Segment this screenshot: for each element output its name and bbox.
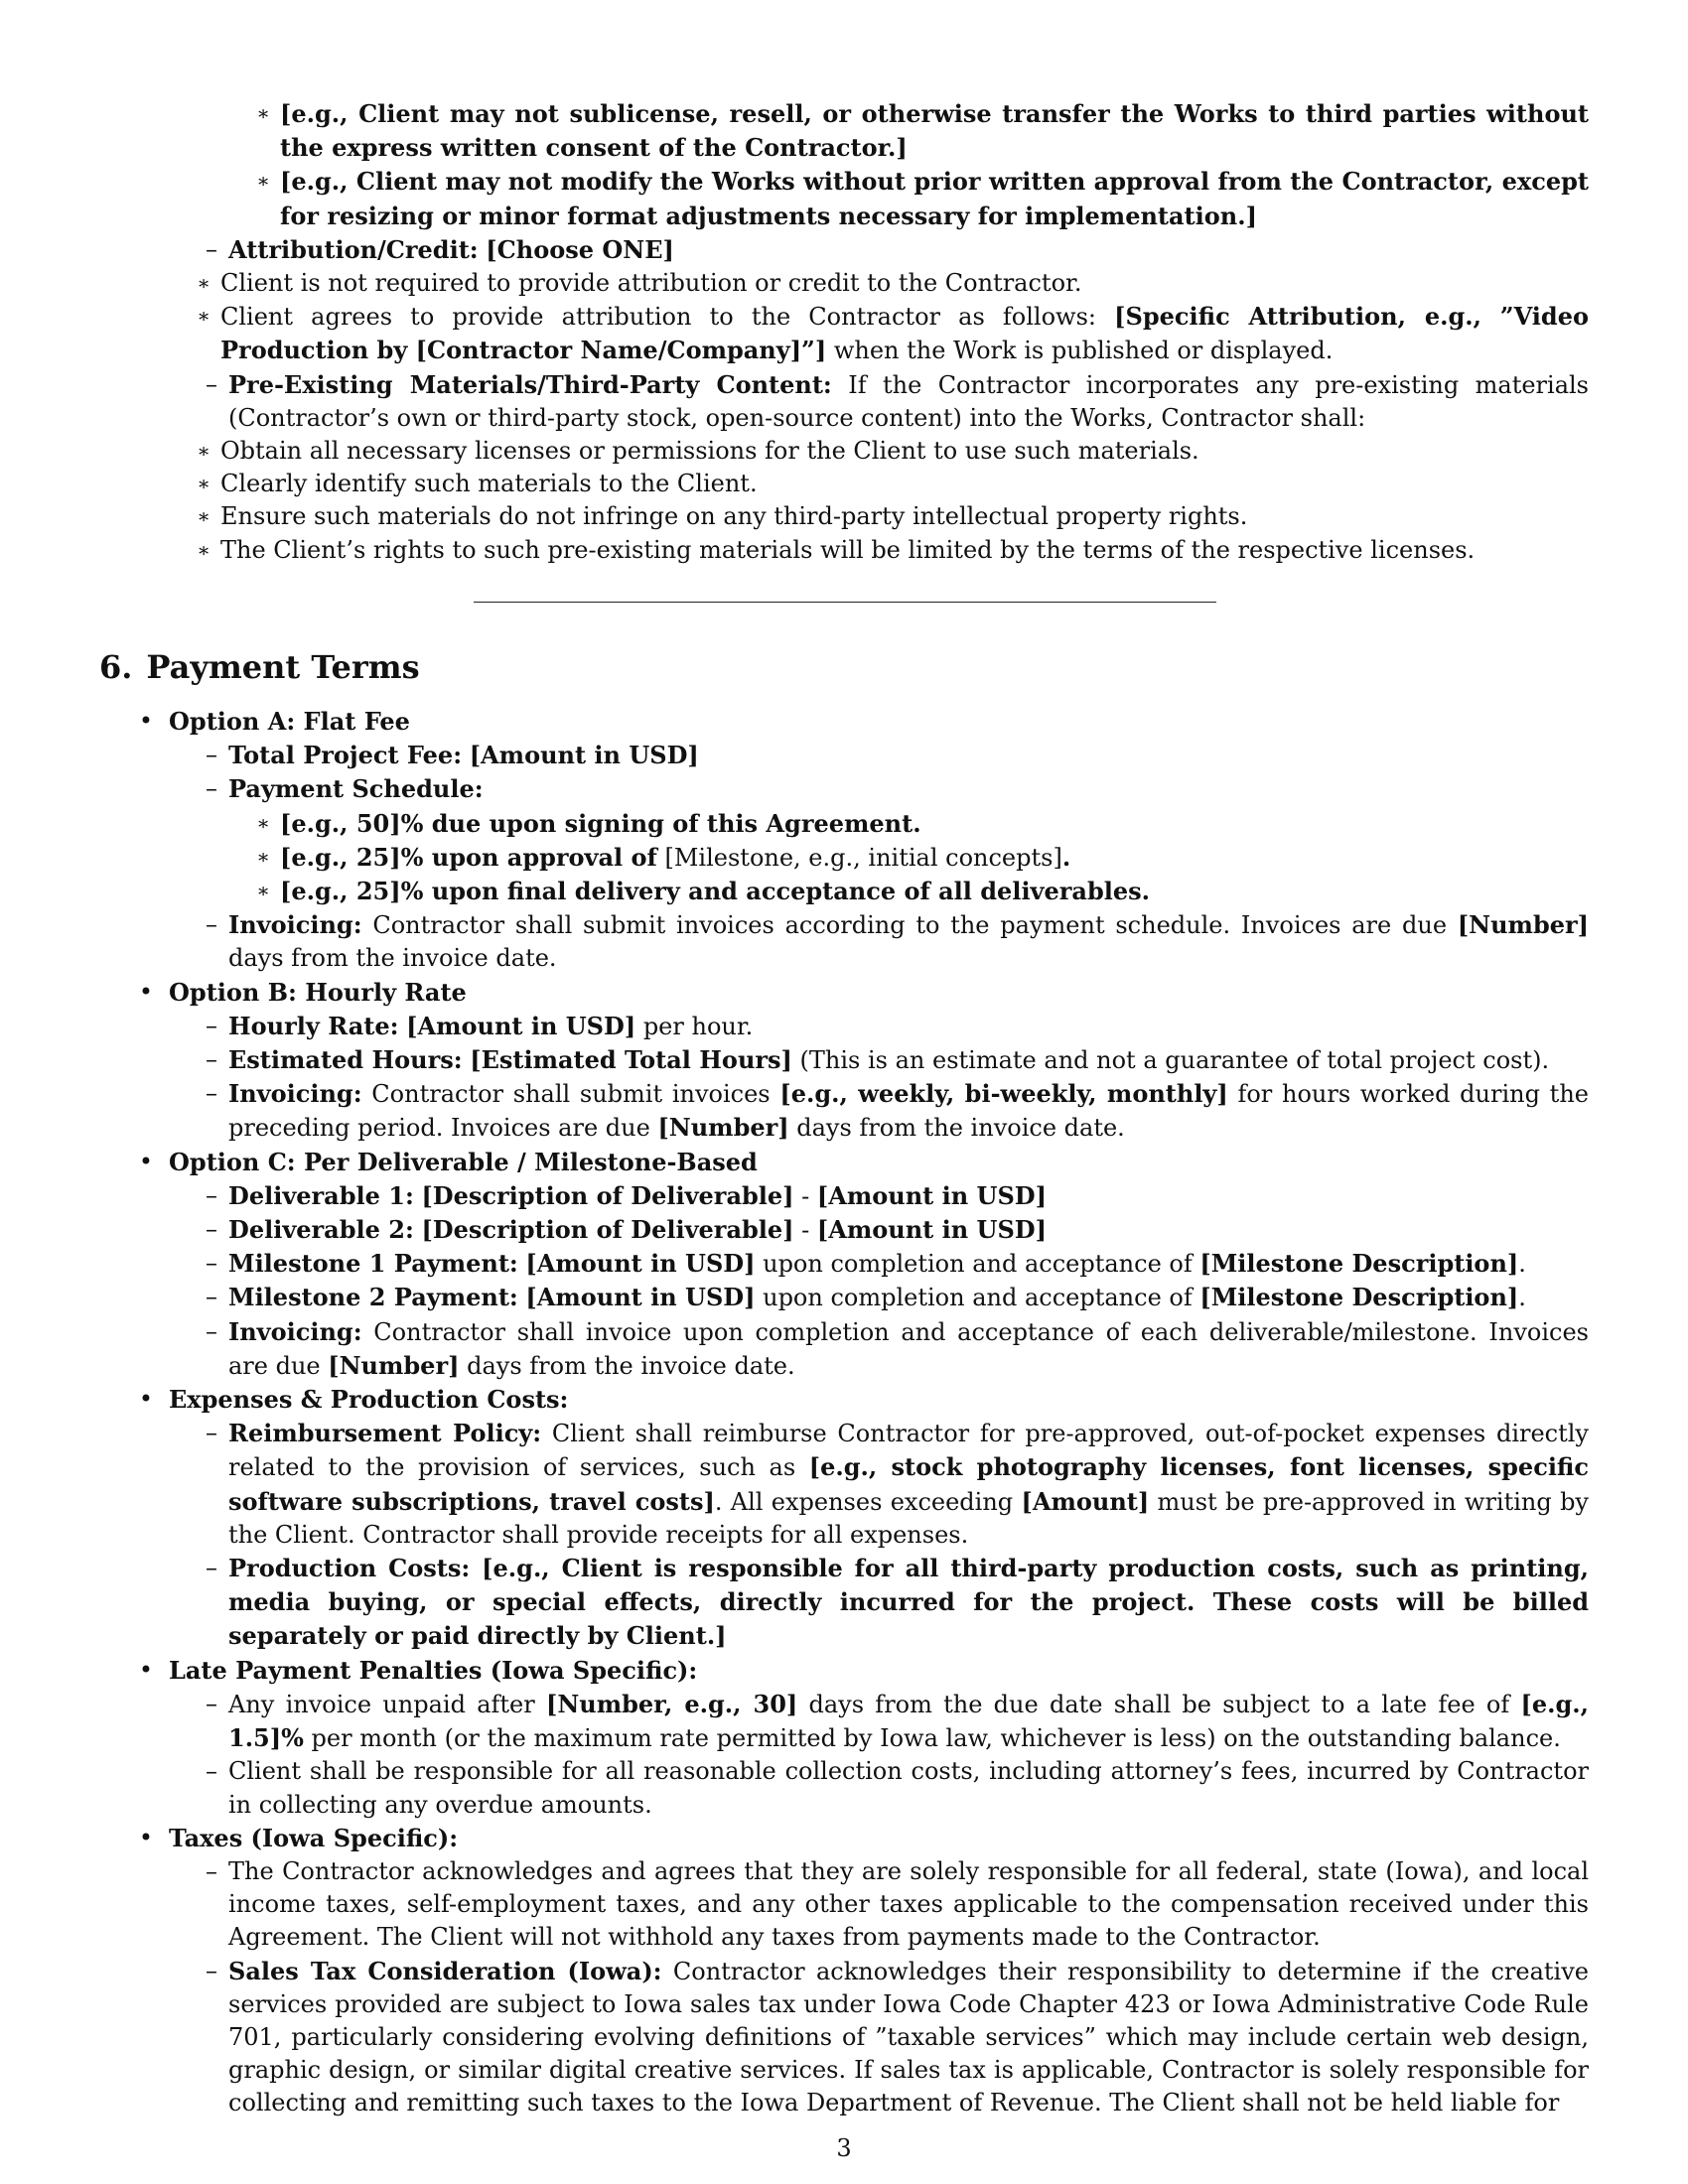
asterisk-bullet-icon: ∗ (197, 504, 211, 529)
list-item: – Total Project Fee: [Amount in USD] (169, 739, 1589, 772)
payment-schedule-list (228, 807, 1589, 909)
dash-bullet-icon: – (206, 1956, 217, 1984)
dash-bullet-icon: – (206, 1554, 217, 1582)
list-item: – Reimbursement Policy: Client shall reimburse Contractor for pre-approved, out-of-pocket expenses directly related to the provision of services, such as [e.g., stock photography licenses, font licenses, specific software subscriptions, travel costs]. All expenses exceeding [Amount] must be pre-approved in writing by the Client. Contractor shall provide receipts for all expenses. (169, 1417, 1589, 1552)
list-item: – Invoicing: Contractor shall submit invoices according to the payment schedule. Invoices are due [Number] days from the invoice date. (169, 908, 1589, 975)
dash-bullet-icon: – (206, 234, 217, 263)
option-a-details (169, 739, 1589, 975)
dot-bullet-icon: • (138, 1655, 154, 1684)
continued-list (228, 97, 1589, 233)
asterisk-bullet-icon: ∗ (256, 810, 270, 835)
taxes-details (169, 1855, 1589, 2120)
section-heading (99, 647, 420, 687)
list-item: – Deliverable 1: [Description of Deliverable] - [Amount in USD] (169, 1179, 1589, 1213)
option-c-item: • Option C: Per Deliverable / Milestone-Based – Deliverable 1: [Description of Deliverable] - [Amount in USD] – Deliverable 2: [Description of Deliverable] - [Amount in USD] – Milestone 1 Payment: [Amount in USD] upon completion and acceptance of [Milestone Description]. – Milestone 2 Payment: [Amount in USD] upon completion and acceptance of [Milestone Description]. – Invoicing: Contractor shall invoice upon completion and acceptance of each deliverable/milestone. Invoices are due [Number] days from the invoice date. (99, 1146, 1589, 1383)
list-item: – Deliverable 2: [Description of Deliverable] - [Amount in USD] (169, 1213, 1589, 1247)
expenses-item: • Expenses & Production Costs: – Reimbursement Policy: Client shall reimburse Contractor for pre-approved, out-of-pocket expenses directly related to the provision of services, such as [e.g., stock photography licenses, font licenses, specific software subscriptions, travel costs]. All expenses exceeding [Amount] must be pre-approved in writing by the Client. Contractor shall provide receipts for all expenses. – Production Costs: [e.g., Client is responsible for all third-party production costs, such as printing, media buying, or special effects, directly incurred for the project. These costs will be billed separately or paid directly by Client.] (99, 1383, 1589, 1654)
asterisk-bullet-icon: ∗ (256, 101, 270, 125)
dash-bullet-icon: – (206, 910, 217, 939)
attribution-options (169, 267, 1589, 368)
dot-bullet-icon: • (138, 1385, 154, 1414)
asterisk-bullet-icon: ∗ (197, 304, 211, 329)
dot-bullet-icon: • (138, 707, 154, 735)
list-item: ∗ [e.g., 50]% due upon signing of this Agreement. (228, 807, 1589, 841)
attribution-item: – Attribution/Credit: [Choose ONE] ∗ Client is not required to provide attribution or credit to the Contractor. ∗ Client agrees to provide attribution to the Contractor as follows: [Specific Attribution, e.g., ”Video Production by [Contractor Name/Company]”] when the Work is published or displayed. (169, 233, 1589, 368)
dash-bullet-icon: – (206, 1316, 217, 1345)
list-item: ∗ The Client’s rights to such pre-existing materials will be limited by the terms of the respective licenses. (169, 534, 1589, 567)
dash-bullet-icon: – (206, 1283, 217, 1311)
dot-bullet-icon: • (138, 1147, 154, 1175)
preexisting-obligations (169, 435, 1589, 567)
restrictions-sublist (228, 97, 1589, 233)
list-item: – Estimated Hours: [Estimated Total Hours] (This is an estimate and not a guarantee of total project cost). (169, 1043, 1589, 1077)
dash-bullet-icon: – (206, 1757, 217, 1786)
dash-bullet-icon: – (206, 741, 217, 769)
section-number: 6. (99, 648, 133, 686)
list-item: ∗ Clearly identify such materials to the Client. (169, 468, 1589, 500)
asterisk-bullet-icon: ∗ (197, 537, 211, 562)
dot-bullet-icon: • (138, 977, 154, 1006)
option-b-item: • Option B: Hourly Rate – Hourly Rate: [Amount in USD] per hour. – Estimated Hours: [Estimated Total Hours] (This is an estimate and not a guarantee of total project cost). – Invoicing: Contractor shall submit invoices [e.g., weekly, bi-weekly, monthly] for hours worked during the preceding period. Invoices are due [Number] days from the invoice date. (99, 976, 1589, 1146)
dash-bullet-icon: – (206, 1215, 217, 1244)
section-divider (474, 602, 1216, 603)
list-item: – The Contractor acknowledges and agrees that they are solely responsible for all federal, state (Iowa), and local income taxes, self-employment taxes, and any other taxes applicable to the compensation received under this Agreement. The Client will not withhold any taxes from payments made to the Contractor. (169, 1855, 1589, 1955)
option-a-item: • Option A: Flat Fee – Total Project Fee: [Amount in USD] – Payment Schedule: ∗ [e.g., 50]% due upon signing of this Agreement. ∗ [e.g., 25]% upon approval of [Milestone, e.g., initial concepts]. ∗ [e.g., 25]% upon final delivery and acceptance of all deliverables. – Invoicing: Contractor shall submit invoices according to the payment schedule. Invoices are due [Number] days from the invoice date. (99, 705, 1589, 976)
asterisk-bullet-icon: ∗ (197, 271, 211, 296)
section-title: Payment Terms (146, 648, 420, 686)
dash-bullet-icon: – (206, 1689, 217, 1717)
asterisk-bullet-icon: ∗ (256, 169, 270, 194)
dash-bullet-icon: – (206, 1419, 217, 1447)
taxes-item: • Taxes (Iowa Specific): – The Contractor acknowledges and agrees that they are solely responsible for all federal, state (Iowa), and local income taxes, self-employment taxes, and any other taxes applicable to the compensation received under this Agreement. The Client will not withhold any taxes from payments made to the Contractor. – Sales Tax Consideration (Iowa): Contractor acknowledges their responsibility to determine if the creative services provided are subject to Iowa sales tax under Iowa Code Chapter 423 or Iowa Administrative Code Rule 701, particularly considering evolving definitions of ”taxable services” which may include certain web design, graphic design, or similar digital creative services. If sales tax is applicable, Contractor is solely responsible for collecting and remitting such taxes to the Iowa Department of Revenue. The Client shall not be held liable for (99, 1822, 1589, 2120)
list-item: – Hourly Rate: [Amount in USD] per hour. (169, 1010, 1589, 1043)
list-item: ∗ [e.g., 25]% upon approval of [Milestone, e.g., initial concepts]. (228, 841, 1589, 875)
dash-bullet-icon: – (206, 1011, 217, 1039)
dash-bullet-icon: – (206, 1180, 217, 1209)
asterisk-bullet-icon: ∗ (197, 439, 211, 464)
list-item: – Payment Schedule: ∗ [e.g., 50]% due upon signing of this Agreement. ∗ [e.g., 25]% upon approval of [Milestone, e.g., initial concepts]. ∗ [e.g., 25]% upon final delivery and acceptance of all deliverables. (169, 772, 1589, 908)
continued-section-content (99, 97, 1589, 567)
list-item: – Sales Tax Consideration (Iowa): Contractor acknowledges their responsibility to determine if the creative services provided are subject to Iowa sales tax under Iowa Code Chapter 423 or Iowa Administrative Code Rule 701, particularly considering evolving definitions of ”taxable services” which may include certain web design, graphic design, or similar digital creative services. If sales tax is applicable, Contractor is solely responsible for collecting and remitting such taxes to the Iowa Department of Revenue. The Client shall not be held liable for (169, 1955, 1589, 2120)
list-item: – Any invoice unpaid after [Number, e.g., 30] days from the due date shall be subject to a late fee of [e.g., 1.5]% per month (or the maximum rate permitted by Iowa law, whichever is less) on the outstanding balance. (169, 1688, 1589, 1755)
dash-bullet-icon: – (206, 774, 217, 803)
list-item: – Milestone 1 Payment: [Amount in USD] upon completion and acceptance of [Milestone Description]. (169, 1247, 1589, 1281)
preexisting-materials-item: – Pre-Existing Materials/Third-Party Content: If the Contractor incorporates any pre-existing materials (Contractor’s own or third-party stock, open-source content) into the Works, Contractor shall: ∗ Obtain all necessary licenses or permissions for the Client to use such materials. ∗ Clearly identify such materials to the Client. ∗ Ensure such materials do not infringe on any third-party intellectual property rights. ∗ The Client’s rights to such pre-existing materials will be limited by the terms of the respective licenses. (169, 368, 1589, 567)
dash-bullet-icon: – (206, 1249, 217, 1278)
continued-l2-list (169, 233, 1589, 567)
expenses-details (169, 1417, 1589, 1653)
payment-terms-content (99, 705, 1589, 2120)
list-item: ∗ Client is not required to provide attribution or credit to the Contractor. (169, 267, 1589, 300)
list-item: ∗ Client agrees to provide attribution to the Contractor as follows: [Specific Attribution, e.g., ”Video Production by [Contractor Name/Company]”] when the Work is published or displayed. (169, 300, 1589, 367)
list-item: ∗ [e.g., Client may not sublicense, resell, or otherwise transfer the Works to third parties without the express written consent of the Contractor.] (228, 97, 1589, 165)
asterisk-bullet-icon: ∗ (256, 879, 270, 903)
late-payment-details (169, 1688, 1589, 1822)
list-item: ∗ [e.g., Client may not modify the Works without prior written approval from the Contractor, except for resizing or minor format adjustments necessary for implementation.] (228, 165, 1589, 232)
dash-bullet-icon: – (206, 369, 217, 398)
asterisk-bullet-icon: ∗ (197, 472, 211, 496)
option-b-details (169, 1010, 1589, 1146)
late-payment-item: • Late Payment Penalties (Iowa Specific): – Any invoice unpaid after [Number, e.g., 30] days from the due date shall be subject to a late fee of [e.g., 1.5]% per month (or the maximum rate permitted by Iowa law, whichever is less) on the outstanding balance. – Client shall be responsible for all reasonable collection costs, including attorney’s fees, incurred by Contractor in collecting any overdue amounts. (99, 1654, 1589, 1822)
payment-options-list (99, 705, 1589, 2120)
list-item: – Invoicing: Contractor shall invoice upon completion and acceptance of each deliverable/milestone. Invoices are due [Number] days from the invoice date. (169, 1315, 1589, 1383)
asterisk-bullet-icon: ∗ (256, 844, 270, 869)
dot-bullet-icon: • (138, 1823, 154, 1851)
list-item: ∗ [e.g., 25]% upon final delivery and acceptance of all deliverables. (228, 875, 1589, 908)
list-item: – Invoicing: Contractor shall submit invoices [e.g., weekly, bi-weekly, monthly] for hours worked during the preceding period. Invoices are due [Number] days from the invoice date. (169, 1077, 1589, 1145)
list-item: – Milestone 2 Payment: [Amount in USD] upon completion and acceptance of [Milestone Description]. (169, 1281, 1589, 1314)
option-c-details (169, 1179, 1589, 1383)
list-item: ∗ Obtain all necessary licenses or permissions for the Client to use such materials. (169, 435, 1589, 468)
list-item: – Production Costs: [e.g., Client is responsible for all third-party production costs, such as printing, media buying, or special effects, directly incurred for the project. These costs will be billed separately or paid directly by Client.] (169, 1552, 1589, 1654)
dash-bullet-icon: – (206, 1045, 217, 1074)
continued-list-container (228, 97, 1589, 233)
dash-bullet-icon: – (206, 1079, 217, 1108)
dash-bullet-icon: – (206, 1856, 217, 1885)
list-item: ∗ Ensure such materials do not infringe on any third-party intellectual property rights. (169, 500, 1589, 533)
list-item: – Client shall be responsible for all reasonable collection costs, including attorney’s fees, incurred by Contractor in collecting any overdue amounts. (169, 1755, 1589, 1821)
page-number: 3 (836, 2134, 852, 2162)
